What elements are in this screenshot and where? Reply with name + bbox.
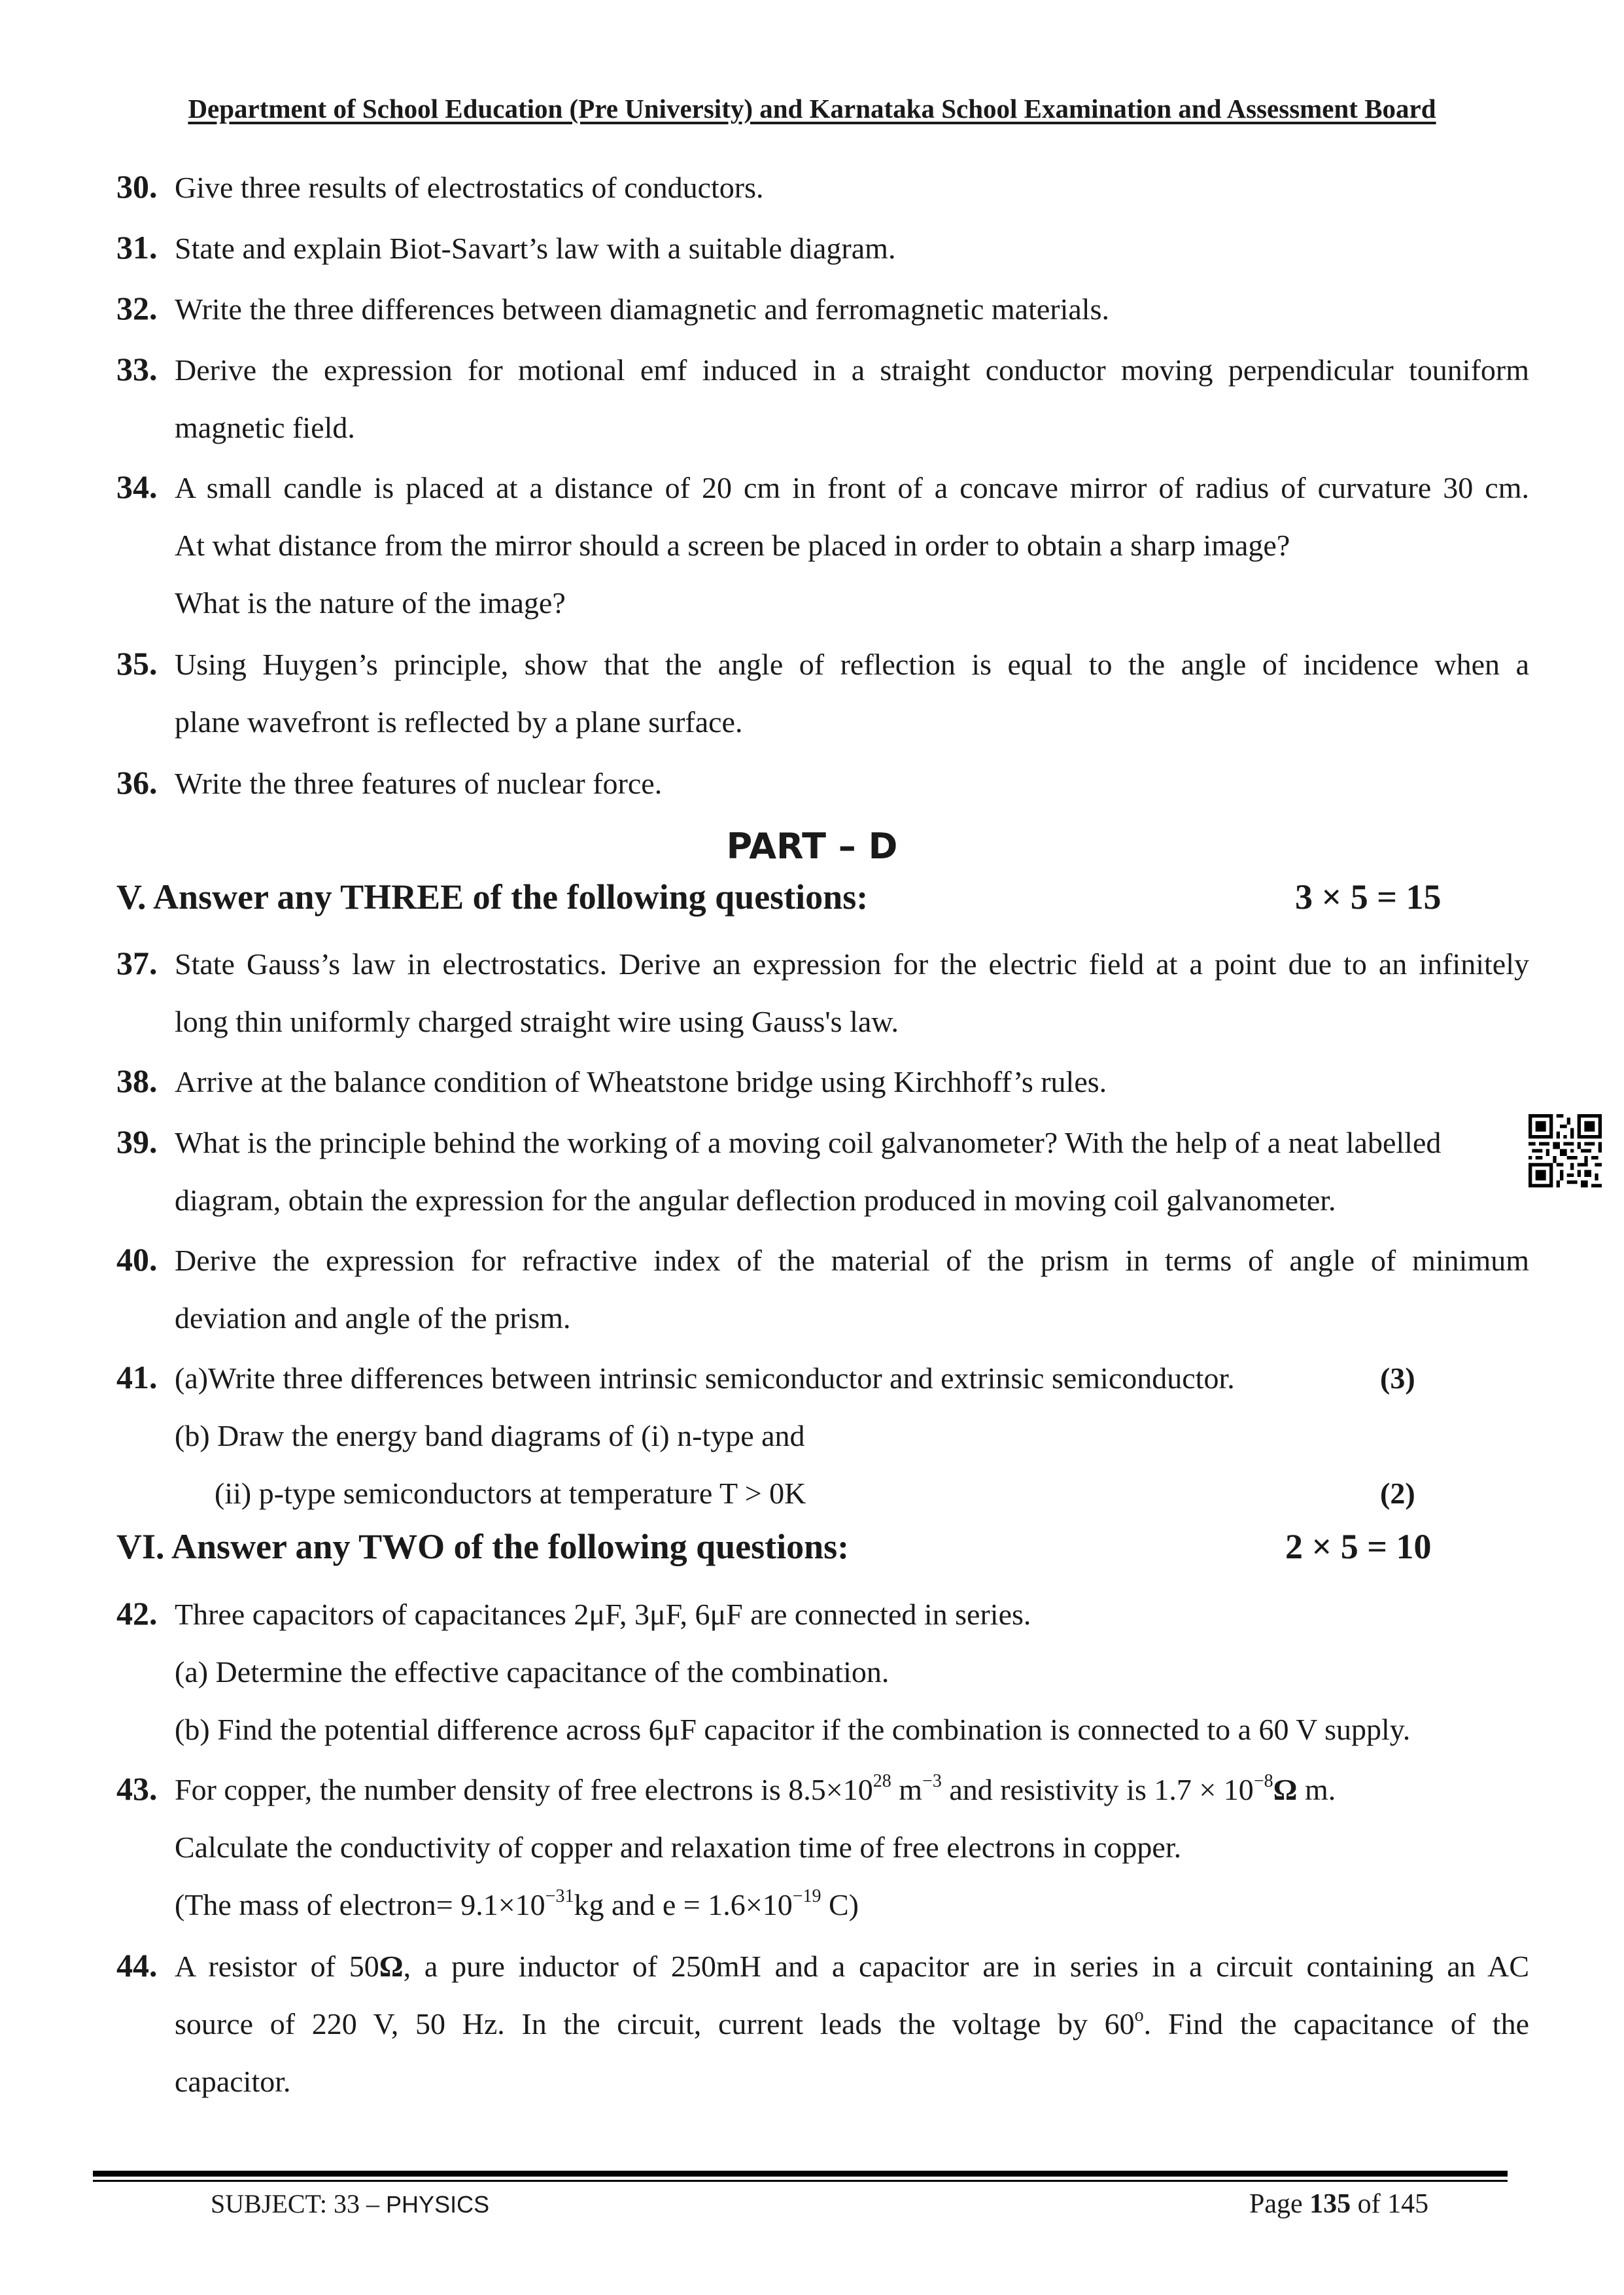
question-text: diagram, obtain the expression for the angular deflection produced in moving coil galvanometer.	[175, 1183, 1336, 1217]
question-44	[116, 1938, 1529, 2111]
question-35	[116, 636, 1529, 751]
question-text: (The mass of electron= $9.1\times 10^{-31}kg$ and $e = 1.6\times 10^{-19}$ C)	[175, 1885, 859, 1921]
question-text: At what distance from the mirror should a screen be placed in order to obtain a sharp image?	[175, 529, 1290, 562]
question-number: 36.	[116, 764, 158, 801]
question-text: A resistor of 50Ω, a pure inductor of 250mH and a capacitor are in series in a circuit containing an AC	[175, 1950, 1530, 1983]
question-text: (a) Determine the effective capacitance of the combination.	[175, 1655, 890, 1689]
question-text: magnetic field.	[175, 411, 355, 444]
question-text: Three capacitors of capacitances 2μF, 3μF, 6μF are connected in series.	[175, 1598, 1031, 1631]
question-number: 42.	[116, 1595, 158, 1632]
question-text: Calculate the conductivity of copper and relaxation time of free electrons in copper.	[175, 1831, 1182, 1864]
footer-rule	[93, 2180, 1508, 2182]
question-number: 30.	[116, 168, 158, 205]
question-32	[116, 281, 1529, 338]
question-number: 35.	[116, 645, 158, 682]
question-number: 32.	[116, 290, 158, 326]
question-number: 39.	[116, 1123, 158, 1160]
footer-page-number: Page 135 of 145	[1249, 2189, 1429, 2219]
question-number: 44.	[116, 1947, 158, 1984]
question-text: A small candle is placed at a distance of 20 cm in front of a concave mirror of radius of curvature 30 cm.	[175, 471, 1529, 504]
question-number: 31.	[116, 229, 158, 266]
question-text: Using Huygen’s principle, show that the angle of reflection is equal to the angle of incidence when a	[175, 648, 1529, 681]
question-text: Write the three features of nuclear force.	[175, 767, 663, 800]
footer-rule	[93, 2171, 1508, 2177]
footer-subject: SUBJECT: 33 – PHYSICS	[211, 2189, 490, 2218]
section-v-marks: 3 × 5 = 15	[1295, 877, 1442, 917]
question-39	[116, 1114, 1513, 1229]
question-text: (b) Draw the energy band diagrams of (i) n-type and	[175, 1419, 805, 1452]
question-text: long thin uniformly charged straight wire using Gauss's law.	[175, 1005, 899, 1038]
question-30	[116, 159, 1529, 217]
question-31	[116, 220, 1529, 277]
question-text: Derive the expression for motional emf induced in a straight conductor moving perpendicular touniform	[175, 353, 1529, 387]
section-vi-marks: 2 × 5 = 10	[1285, 1527, 1432, 1566]
question-42	[116, 1586, 1529, 1759]
question-number: 40.	[116, 1241, 158, 1278]
question-text: State and explain Biot-Savart’s law with a suitable diagram.	[175, 232, 896, 265]
marks-label: (3)	[1380, 1361, 1415, 1395]
question-number: 43.	[116, 1770, 158, 1807]
question-number: 33.	[116, 351, 158, 387]
question-text: Write the three differences between diamagnetic and ferromagnetic materials.	[175, 292, 1109, 326]
question-40	[116, 1232, 1529, 1347]
question-number: 37.	[116, 945, 158, 981]
question-text: (a)Write three differences between intrinsic semiconductor and extrinsic semiconductor.	[175, 1361, 1235, 1395]
marks-label: (2)	[1380, 1477, 1415, 1510]
question-text: plane wavefront is reflected by a plane surface.	[175, 705, 743, 739]
question-number: 38.	[116, 1062, 158, 1099]
part-d-title: PART – D	[726, 826, 898, 867]
question-text: Arrive at the balance condition of Wheatstone bridge using Kirchhoff’s rules.	[175, 1065, 1107, 1098]
question-33	[116, 342, 1529, 457]
question-number: 41.	[116, 1359, 158, 1395]
page-header: Department of School Education (Pre University) and Karnataka School Examination and Assessment Board	[188, 94, 1436, 124]
question-text: capacitor.	[175, 2065, 291, 2098]
question-text: What is the principle behind the working of a moving coil galvanometer? With the help of a neat labelled	[175, 1126, 1442, 1159]
question-text: (b) Find the potential difference across 6μF capacitor if the combination is connected to a 60 V supply.	[175, 1713, 1411, 1746]
question-text: deviation and angle of the prism.	[175, 1301, 571, 1335]
question-text: State Gauss’s law in electrostatics. Derive an expression for the electric field at a point due to an infinitely	[175, 947, 1529, 981]
question-text: Give three results of electrostatics of conductors.	[175, 171, 764, 204]
question-number: 34.	[116, 468, 158, 505]
question-43	[116, 1761, 1529, 1934]
question-36	[116, 755, 1529, 813]
question-text: (ii) p-type semiconductors at temperature T > 0K	[215, 1477, 806, 1510]
question-37	[116, 936, 1529, 1051]
question-41	[116, 1350, 1529, 1522]
qr-code	[1529, 1114, 1602, 1187]
question-38	[116, 1053, 1529, 1111]
section-vi-heading: VI. Answer any TWO of the following questions:	[116, 1527, 850, 1566]
question-text: Derive the expression for refractive index of the material of the prism in terms of angle of minimum	[175, 1244, 1529, 1277]
question-text: What is the nature of the image?	[175, 586, 566, 620]
question-34	[116, 459, 1529, 632]
question-text: For copper, the number density of free electrons is $8.5\times 10^{28}$ $m^{-3}$ and resistivity is $1.7 \times 10^{-8}\Omega$ m.	[175, 1770, 1336, 1806]
question-text: source of 220 V, 50 Hz. In the circuit, current leads the voltage by 60$^o$. Find the capacitance of the	[175, 2005, 1529, 2041]
section-v-heading: V. Answer any THREE of the following questions:	[116, 877, 869, 917]
